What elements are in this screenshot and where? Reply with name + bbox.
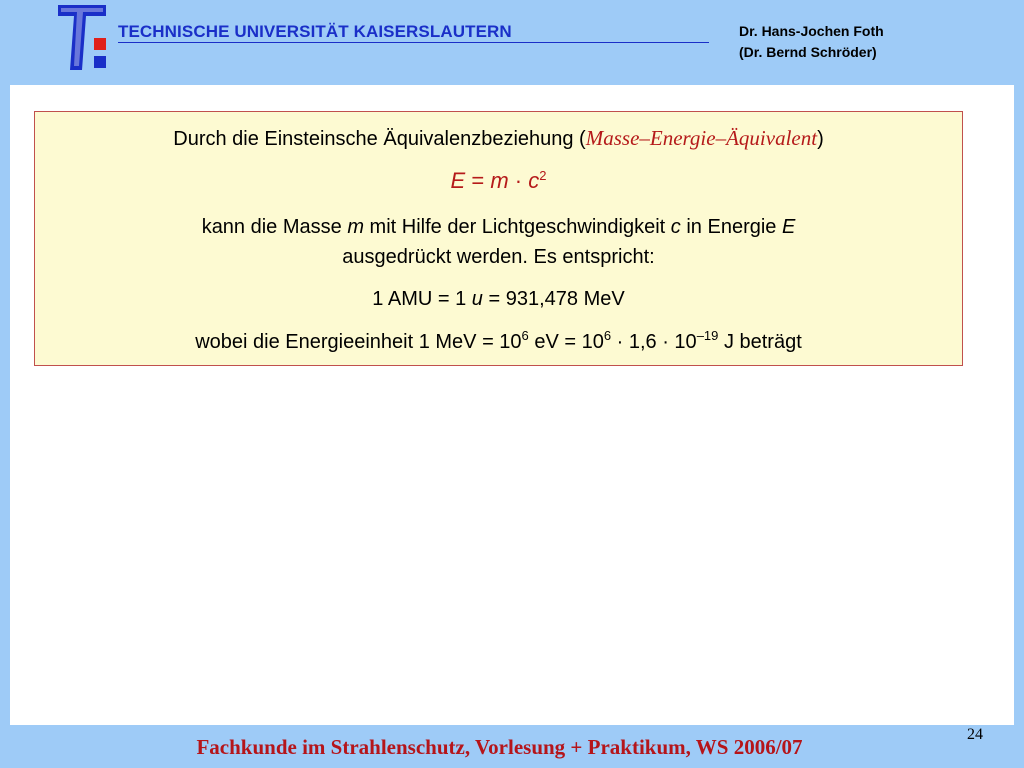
university-name: TECHNISCHE UNIVERSITÄT KAISERSLAUTERN [118, 22, 512, 41]
explanation-text: in Energie [680, 216, 782, 238]
amu-unit-symbol: u [471, 288, 483, 310]
formula-dot: · [508, 168, 529, 193]
intro-close: ) [817, 128, 824, 150]
explanation-energy-symbol: E [781, 216, 796, 238]
unit-exponent: 6 [521, 328, 529, 343]
logo-blue-block [94, 56, 106, 68]
explanation-text: ausgedrückt werden. Es entspricht: [342, 246, 655, 268]
explanation-text: kann die Masse [201, 216, 348, 238]
unit-text: wobei die Energieeinheit 1 MeV = 10 [195, 331, 522, 353]
unit-text: J beträgt [718, 331, 802, 353]
footer-course-title: Fachkunde im Strahlenschutz, Vorlesung + Praktikum, WS 2006/07 [196, 735, 803, 759]
unit-text: eV = 10 [528, 331, 604, 353]
intro-term: Masse–Energie–Äquivalent [585, 126, 818, 150]
formula-light-speed: c [528, 168, 540, 193]
header-divider [118, 42, 709, 43]
formula-mass: m [490, 168, 509, 193]
author-info [739, 21, 939, 63]
formula-energy: E [450, 168, 466, 193]
page-number: 24 [967, 726, 983, 743]
explanation-text: mit Hilfe der Lichtgeschwindigkeit [364, 216, 671, 238]
explanation-light-speed-symbol: c [670, 216, 681, 238]
energy-unit-line [35, 328, 962, 354]
author-name: Dr. Hans-Jochen Foth [739, 23, 884, 39]
explanation-paragraph [35, 212, 962, 272]
amu-text: 1 AMU = 1 [372, 288, 472, 310]
formula-equals: = [465, 168, 491, 193]
amu-value: = 931,478 MeV [482, 288, 625, 310]
formula-box [34, 111, 963, 366]
author-secondary: (Dr. Bernd Schröder) [739, 44, 877, 60]
formula-exponent: 2 [539, 168, 547, 183]
intro-line [35, 126, 962, 151]
university-logo [50, 2, 112, 72]
explanation-mass-symbol: m [347, 216, 364, 238]
unit-exponent: 6 [603, 328, 612, 343]
logo-red-block [94, 38, 106, 50]
unit-text: · 1,6 · 10 [611, 331, 697, 353]
amu-equivalence [35, 288, 962, 311]
unit-exponent: –19 [696, 328, 719, 343]
intro-text: Durch die Einsteinsche Äquivalenzbeziehung ( [173, 128, 586, 150]
einstein-formula [35, 168, 962, 194]
